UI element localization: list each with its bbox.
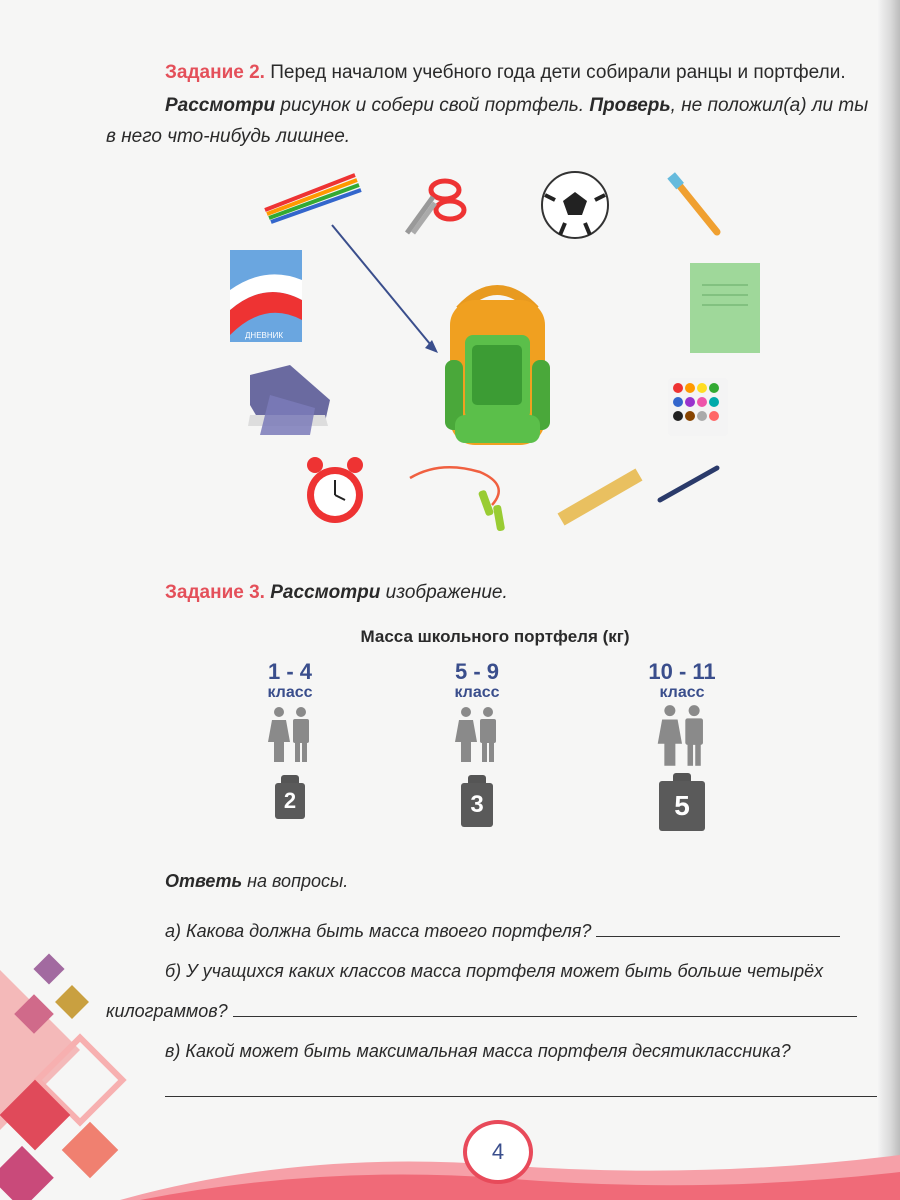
questions-heading-text: на вопросы.	[242, 871, 349, 891]
instruction-bold-2: Проверь	[589, 95, 671, 116]
group-class-label: класс	[267, 684, 313, 701]
group-class-label: класс	[454, 684, 500, 701]
question-a	[165, 918, 840, 942]
question-b-line2	[106, 998, 857, 1022]
question-b-line1: б) У учащихся каких классов масса портфеля может быть больше четырёх	[165, 961, 824, 981]
weight-value: 5	[659, 781, 705, 831]
group-range: 5 - 9	[454, 659, 500, 684]
instruction-text-2: , не положил(а) ли ты	[670, 95, 869, 116]
page-number: 4	[463, 1120, 533, 1184]
group-1-4	[230, 660, 350, 819]
toothbrush-image	[667, 172, 717, 232]
items-illustration	[220, 160, 800, 550]
arrow-line	[332, 225, 435, 350]
instruction-bold-1: Рассмотри	[165, 95, 276, 116]
pen-image	[660, 468, 717, 500]
bottom-wave	[0, 1110, 900, 1200]
notebook-image	[690, 263, 760, 353]
task2-line3: в него что-нибудь лишнее.	[106, 126, 351, 147]
svg-text:ДНЕВНИК: ДНЕВНИК	[245, 331, 284, 340]
scissors-image	[407, 181, 464, 233]
soccer-ball-image	[542, 172, 608, 238]
jump-rope-image	[410, 467, 505, 531]
group-10-11	[622, 660, 742, 831]
ruler-image	[558, 468, 643, 525]
page-edge-shadow	[878, 0, 900, 1200]
task2-instruction	[165, 95, 868, 117]
task3-text: изображение.	[380, 582, 508, 603]
weight-value: 3	[461, 783, 493, 827]
weight-icon	[230, 775, 350, 819]
task3-bold: Рассмотри	[264, 582, 381, 603]
group-range: 1 - 4	[267, 659, 313, 684]
backpack-image	[445, 290, 550, 445]
answer-c-line[interactable]	[165, 1096, 877, 1097]
weight-icon	[417, 775, 537, 827]
group-5-9	[417, 660, 537, 827]
people-icon	[265, 706, 315, 764]
task2-intro	[165, 62, 846, 84]
instruction-text-1: рисунок и собери свой портфель.	[275, 95, 590, 116]
task3-label: Задание 3.	[165, 582, 265, 603]
chart-title: Масса школьного портфеля (кг)	[360, 627, 630, 646]
answer-b-line[interactable]	[233, 998, 857, 1017]
arrow-head	[425, 340, 438, 353]
people-icon	[654, 704, 710, 768]
question-a-text: а) Какова должна быть масса твоего портфеля?	[165, 921, 592, 941]
paints-image	[668, 378, 728, 436]
task3-heading	[165, 582, 508, 604]
weight-icon	[622, 773, 742, 831]
diary-image	[230, 250, 302, 342]
group-range: 10 - 11	[648, 659, 716, 684]
questions-heading-bold: Ответь	[165, 871, 243, 891]
weight-value: 2	[275, 783, 305, 819]
alarm-clock-image	[307, 457, 363, 523]
pencils-image	[265, 175, 361, 222]
task2-label: Задание 2.	[165, 62, 265, 83]
group-class-label: класс	[659, 684, 705, 701]
questions-heading	[165, 870, 348, 892]
question-c: в) Какой может быть максимальная масса портфеля десятиклассника?	[165, 1041, 791, 1061]
answer-a-line[interactable]	[596, 918, 840, 937]
sneakers-image	[248, 365, 330, 435]
people-icon	[452, 706, 502, 764]
question-b-text: килограммов?	[106, 1001, 228, 1021]
task2-intro-text: Перед началом учебного года дети собирали ранцы и портфели.	[264, 62, 846, 83]
